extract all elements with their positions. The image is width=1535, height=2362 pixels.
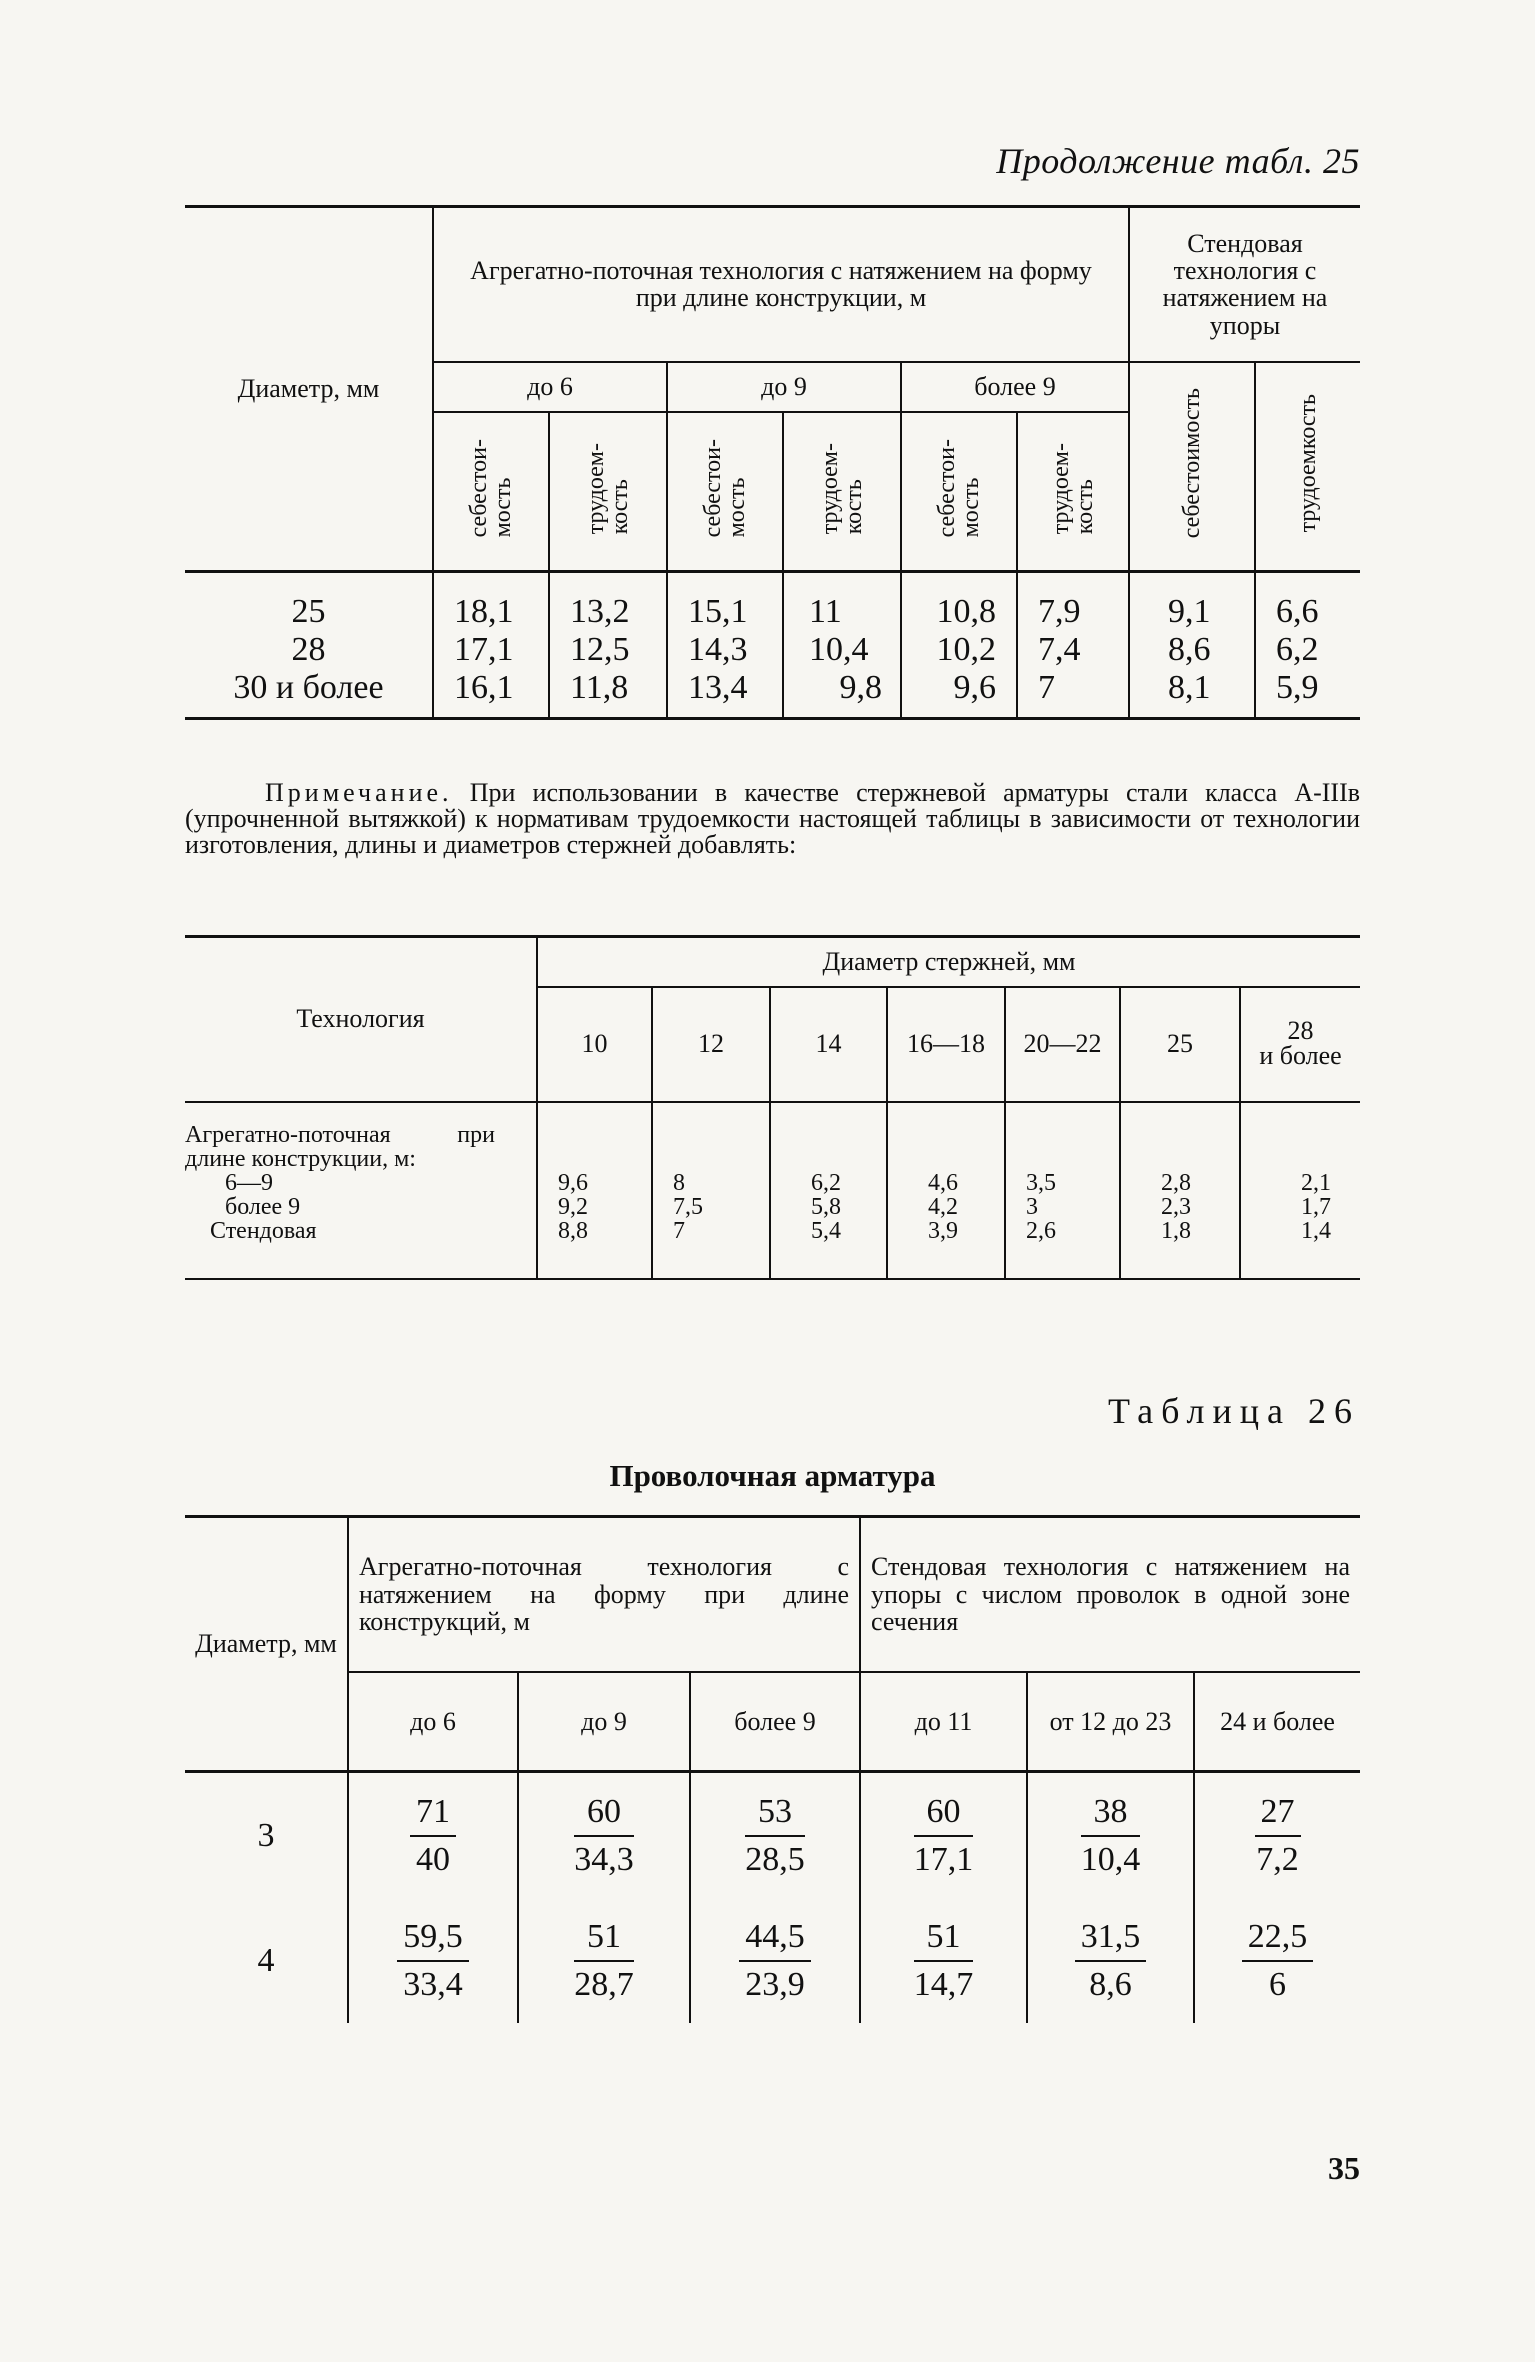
col-cost-full: себестоимость — [1179, 388, 1205, 539]
fraction: $\frac{22,5}{6}$ — [1242, 1918, 1314, 2004]
value-column: 11 10,4 9,8 — [783, 572, 901, 719]
row-label: более 9 — [225, 1193, 301, 1220]
diameter-cell: 3 — [257, 1816, 275, 1854]
value-column: 6,6 6,2 5,9 — [1255, 572, 1360, 719]
fraction: $\frac{53}{28,5}$ — [745, 1792, 805, 1878]
fraction: $\frac{51}{28,7}$ — [574, 1917, 634, 2003]
subheader-bolee9: более 9 — [901, 362, 1129, 412]
diam-col-header: 12 — [652, 987, 770, 1102]
col-labor: трудоем- кость — [1048, 442, 1098, 535]
diam-col-header: 28 и более — [1240, 987, 1360, 1102]
diameter-header: Диаметр, мм — [237, 374, 380, 404]
diam-col-header: 16—18 — [887, 987, 1005, 1102]
row-label: 6—9 — [225, 1169, 273, 1196]
note-label: Примечание. — [265, 778, 453, 807]
diam-col-header: 20—22 — [1005, 987, 1120, 1102]
row-group-label: Агрегатно-поточная при длине конструкции, м: — [185, 1121, 495, 1172]
subheader: от 12 до 23 — [1027, 1672, 1194, 1772]
fraction: $\frac{27}{7,2}$ — [1256, 1792, 1299, 1878]
subheader-do9: до 9 — [667, 362, 901, 412]
subheader-do6: до 6 — [433, 362, 667, 412]
table-26-title: Проволочная арматура — [609, 1458, 936, 1493]
note-text: При использовании в качестве стержневой арматуры стали класса А-IIIв (упрочненной вытяжкой) к нормативам трудоемкости настоящей таблицы в зависимости от технологии изготовления, длины и диаметров стержней добавлять: — [185, 778, 1361, 859]
value-column: 2,8 2,3 1,8 — [1120, 1102, 1240, 1279]
subheader: более 9 — [690, 1672, 860, 1772]
value-column: 4,6 4,2 3,9 — [887, 1102, 1005, 1279]
fraction: $\frac{44,5}{23,9}$ — [739, 1918, 811, 2004]
col-labor: трудоем- кость — [817, 442, 867, 535]
value-column: 9,6 9,2 8,8 — [537, 1102, 652, 1279]
diameter-column: 25 28 30 и более — [233, 593, 384, 707]
value-column: 15,1 14,3 13,4 — [667, 572, 783, 719]
diam-col-header: 14 — [770, 987, 887, 1102]
subheader: до 9 — [518, 1672, 690, 1772]
group2-header: Стендовая технология с натяжением на упоры — [1129, 207, 1360, 362]
table-26 — [185, 1515, 1360, 2023]
value-column: 18,1 17,1 16,1 — [433, 572, 549, 719]
value-column: 2,1 1,7 1,4 — [1240, 1102, 1360, 1279]
fraction: $\frac{31,5}{8,6}$ — [1075, 1918, 1147, 2004]
fraction: $\frac{71}{40}$ — [410, 1793, 456, 1879]
table-26-label: Таблица 26 — [1108, 1391, 1360, 1431]
col-labor-full: трудоемкость — [1295, 394, 1321, 533]
diam-col-header: 25 — [1120, 987, 1240, 1102]
table-row — [185, 1898, 1360, 2023]
value-column: 9,1 8,6 8,1 — [1129, 572, 1255, 719]
col-cost: себестои- мость — [700, 439, 750, 538]
value-column: 8 7,5 7 — [652, 1102, 770, 1279]
col-cost: себестои- мость — [466, 439, 516, 538]
row-label: Стендовая — [210, 1217, 317, 1244]
additions-table — [185, 935, 1360, 1280]
group1-header: Агрегатно-поточная технология с натяжением на форму при длине конструкции, м — [433, 207, 1129, 362]
table-row — [185, 1772, 1360, 1899]
table-note — [185, 780, 1360, 858]
table-row — [185, 572, 1360, 719]
subheader: до 6 — [348, 1672, 518, 1772]
col-labor: трудоем- кость — [583, 442, 633, 535]
rod-diameter-header: Диаметр стержней, мм — [537, 937, 1360, 987]
group2-header: Стендовая технология с натяжением на упоры с числом проволок в одной зоне сечения — [860, 1517, 1360, 1672]
fraction: $\frac{60}{17,1}$ — [913, 1792, 974, 1878]
fraction: $\frac{60}{34,3}$ — [574, 1792, 634, 1878]
value-column: 10,8 10,2 9,6 — [901, 572, 1017, 719]
group1-header: Агрегатно-поточная технология с натяжением на форму при длине конструкций, м — [348, 1517, 860, 1672]
diameter-header: Диаметр, мм — [185, 1517, 348, 1772]
value-column: 3,5 3 2,6 — [1005, 1102, 1120, 1279]
page-number: 35 — [1328, 2150, 1360, 2186]
continuation-title: Продолжение табл. 25 — [996, 141, 1360, 181]
fraction: $\frac{51}{14,7}$ — [913, 1917, 974, 2003]
diameter-cell: 4 — [257, 1941, 275, 1979]
table-row — [185, 1102, 1360, 1279]
subheader: 24 и более — [1194, 1672, 1360, 1772]
subheader: до 11 — [860, 1672, 1027, 1772]
value-column: 13,2 12,5 11,8 — [549, 572, 667, 719]
diam-col-header: 10 — [537, 987, 652, 1102]
fraction: $\frac{59,5}{33,4}$ — [397, 1918, 469, 2004]
fraction: $\frac{38}{10,4}$ — [1080, 1792, 1141, 1878]
col-cost: себестои- мость — [934, 439, 984, 538]
table-25-continued — [185, 205, 1360, 720]
technology-header: Технология — [296, 1004, 425, 1034]
value-column: 7,9 7,4 7 — [1017, 572, 1129, 719]
value-column: 6,2 5,8 5,4 — [770, 1102, 887, 1279]
